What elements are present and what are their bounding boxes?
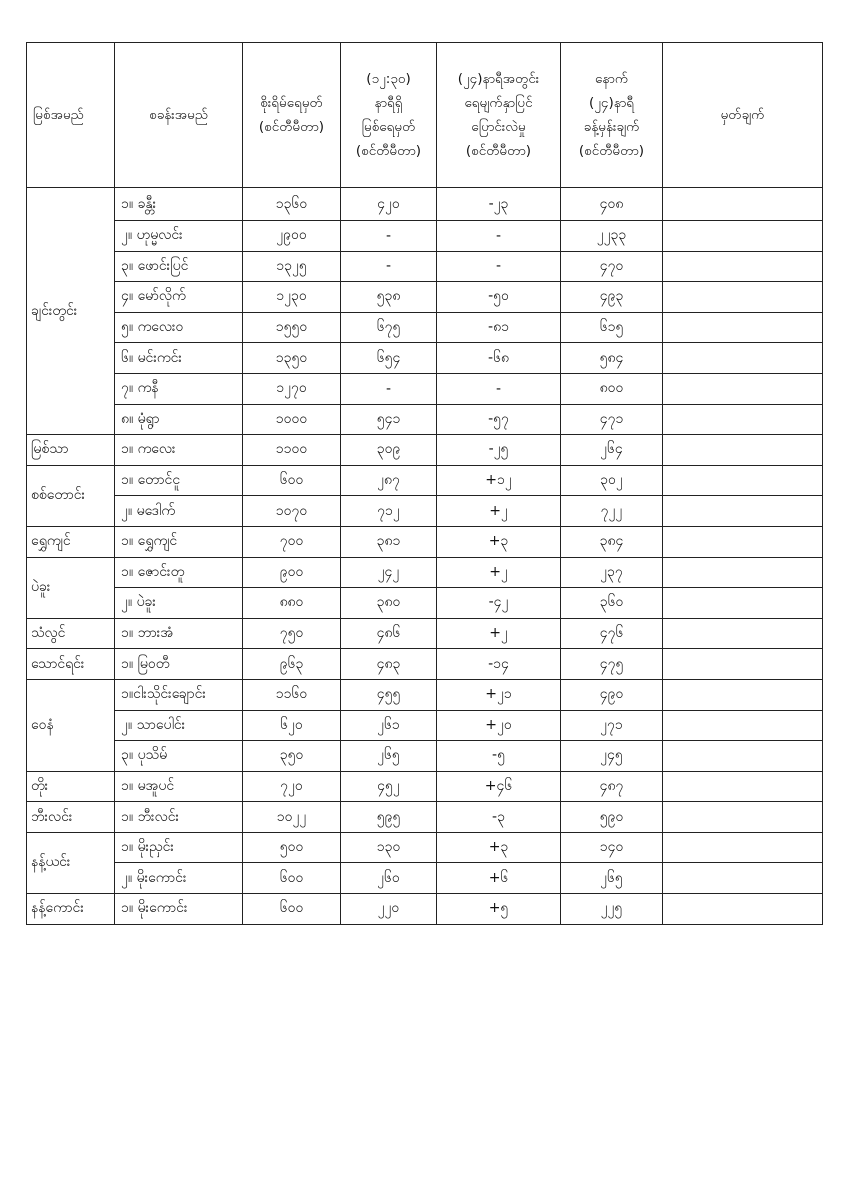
level-change-cell: -၂၅ [437, 435, 561, 466]
danger-level-cell: ၁၀၇၀ [243, 496, 341, 527]
header-river-name: မြစ်အမည် [27, 43, 115, 188]
level-change-cell: +၂၀ [437, 710, 561, 741]
danger-level-cell: ၉၆၃ [243, 649, 341, 680]
station-name-cell: ၁။ မအူပင် [115, 771, 243, 802]
forecast-cell: ၂၄၅ [561, 741, 663, 772]
current-level-cell: ၃၈၀ [341, 588, 437, 619]
header-forecast [561, 43, 663, 188]
level-change-cell: +၂၁ [437, 679, 561, 710]
current-level-cell: - [341, 221, 437, 252]
remarks-cell [663, 312, 823, 343]
level-change-cell: -၁၄ [437, 649, 561, 680]
remarks-cell [663, 251, 823, 282]
remarks-cell [663, 832, 823, 863]
table-row [27, 802, 823, 833]
station-name-cell: ၁။ ခန္တီး [115, 188, 243, 221]
danger-level-cell: ၁၅၅၀ [243, 312, 341, 343]
level-change-cell: +၂ [437, 496, 561, 527]
danger-level-cell: ၁၀၀၀ [243, 404, 341, 435]
forecast-cell: ၄၇၆ [561, 618, 663, 649]
remarks-cell [663, 496, 823, 527]
table-row [27, 894, 823, 925]
forecast-cell: ၅၉၀ [561, 802, 663, 833]
table-row [27, 526, 823, 557]
table-row [27, 771, 823, 802]
level-change-cell: +၅ [437, 894, 561, 925]
table-row [27, 465, 823, 496]
header-change-line: ရေမျက်နှာပြင် [464, 95, 533, 111]
current-level-cell: ၅၄၁ [341, 404, 437, 435]
remarks-cell [663, 894, 823, 925]
remarks-cell [663, 710, 823, 741]
remarks-cell [663, 557, 823, 588]
forecast-cell: ၂၆၄ [561, 435, 663, 466]
header-forecast-line: ခန့်မှန်းချက် [583, 119, 640, 135]
header-danger-line: (စင်တီမီတာ) [258, 119, 325, 135]
forecast-cell: ၂၆၅ [561, 863, 663, 894]
river-name-cell: သံလွင် [27, 618, 115, 649]
remarks-cell [663, 588, 823, 619]
remarks-cell [663, 465, 823, 496]
danger-level-cell: ၆၀၀ [243, 465, 341, 496]
level-change-cell: -၄၂ [437, 588, 561, 619]
forecast-cell: ၄၇၀ [561, 251, 663, 282]
station-name-cell: ၁။ ရွှေကျင် [115, 526, 243, 557]
danger-level-cell: ၈၈၀ [243, 588, 341, 619]
table-row [27, 618, 823, 649]
header-change-line: (စင်တီမီတာ) [465, 143, 532, 159]
table-row [27, 741, 823, 772]
level-change-cell: -၈၁ [437, 312, 561, 343]
current-level-cell: ၁၃၀ [341, 832, 437, 863]
remarks-cell [663, 802, 823, 833]
station-name-cell: ၁။ မြဝတီ [115, 649, 243, 680]
current-level-cell: ၄၈၃ [341, 649, 437, 680]
remarks-cell [663, 526, 823, 557]
header-change-line: (၂၄)နာရီအတွင်း [457, 71, 540, 87]
current-level-cell: ၃၀၉ [341, 435, 437, 466]
header-level-change [437, 43, 561, 188]
river-name-cell: ပဲခူး [27, 557, 115, 618]
river-name-cell: နန့်ကောင်း [27, 894, 115, 925]
danger-level-cell: ၁၃၂၅ [243, 251, 341, 282]
danger-level-cell: ၁၀၂၂ [243, 802, 341, 833]
station-name-cell: ၅။ ကလေးဝ [115, 312, 243, 343]
current-level-cell: ၄၅၅ [341, 679, 437, 710]
water-level-table-sheet [26, 42, 822, 925]
header-row [27, 43, 823, 188]
table-row [27, 373, 823, 404]
table-row [27, 435, 823, 466]
remarks-cell [663, 188, 823, 221]
station-name-cell: ၂။ မိုးကောင်း [115, 863, 243, 894]
level-change-cell: -၅၇ [437, 404, 561, 435]
station-name-cell: ၁။ တောင်ငူ [115, 465, 243, 496]
level-change-cell: -၆၈ [437, 343, 561, 374]
forecast-cell: ၄၇၁ [561, 404, 663, 435]
header-danger-level [243, 43, 341, 188]
danger-level-cell: ၇၅၀ [243, 618, 341, 649]
danger-level-cell: ၁၃၅၀ [243, 343, 341, 374]
header-current-level [341, 43, 437, 188]
table-row [27, 832, 823, 863]
danger-level-cell: ၆၀၀ [243, 894, 341, 925]
table-row [27, 496, 823, 527]
danger-level-cell: ၁၂၃၀ [243, 282, 341, 313]
remarks-cell [663, 771, 823, 802]
level-change-cell: -၅၀ [437, 282, 561, 313]
river-name-cell: နန့်ယင်း [27, 832, 115, 893]
current-level-cell: ၄၅၂ [341, 771, 437, 802]
river-name-cell: သောင်ရင်း [27, 649, 115, 680]
river-name-cell: စစ်တောင်း [27, 465, 115, 526]
header-remarks: မှတ်ချက် [663, 43, 823, 188]
forecast-cell: ၈၀၀ [561, 373, 663, 404]
forecast-cell: ၄၉၃ [561, 282, 663, 313]
station-name-cell: ၃။ ပုသိမ် [115, 741, 243, 772]
header-change-line: ပြောင်းလဲမှု [471, 119, 526, 135]
forecast-cell: ၂၇၁ [561, 710, 663, 741]
remarks-cell [663, 741, 823, 772]
station-name-cell: ၁။ ဘားအံ [115, 618, 243, 649]
table-row [27, 557, 823, 588]
station-name-cell: ၂။ ပဲခူး [115, 588, 243, 619]
level-change-cell: - [437, 373, 561, 404]
station-name-cell: ၃။ ဖောင်းပြင် [115, 251, 243, 282]
danger-level-cell: ၃၅၀ [243, 741, 341, 772]
forecast-cell: ၃၀၂ [561, 465, 663, 496]
station-name-cell: ၁။ ဇောင်းတူ [115, 557, 243, 588]
station-name-cell: ၂။ ဟုမ္မလင်း [115, 221, 243, 252]
river-name-cell: ရွှေကျင် [27, 526, 115, 557]
header-forecast-line: နောက် [594, 71, 629, 87]
current-level-cell: ၅၃၈ [341, 282, 437, 313]
table-row [27, 251, 823, 282]
header-current-line: မြစ်ရေမှတ် [361, 119, 416, 135]
danger-level-cell: ၉၀၀ [243, 557, 341, 588]
level-change-cell: +၆ [437, 863, 561, 894]
table-row [27, 710, 823, 741]
header-current-line: (စင်တီမီတာ) [355, 143, 422, 159]
danger-level-cell: ၁၂၇၀ [243, 373, 341, 404]
forecast-cell: ၄၉၀ [561, 679, 663, 710]
table-body [27, 188, 823, 925]
danger-level-cell: ၆၂၀ [243, 710, 341, 741]
river-name-cell: ဝေနံ [27, 679, 115, 771]
station-name-cell: ၁။ငါးသိုင်းချောင်း [115, 679, 243, 710]
current-level-cell: ၂၆၅ [341, 741, 437, 772]
current-level-cell: ၃၈၁ [341, 526, 437, 557]
remarks-cell [663, 373, 823, 404]
river-name-cell: ဘီးလင်း [27, 802, 115, 833]
current-level-cell: - [341, 373, 437, 404]
forecast-cell: ၇၂၂ [561, 496, 663, 527]
table-row [27, 188, 823, 221]
level-change-cell: - [437, 221, 561, 252]
level-change-cell: - [437, 251, 561, 282]
header-station-name: စခန်းအမည် [115, 43, 243, 188]
station-name-cell: ၇။ ကနီ [115, 373, 243, 404]
station-name-cell: ၂။ သာပေါင်း [115, 710, 243, 741]
remarks-cell [663, 863, 823, 894]
table-row [27, 221, 823, 252]
table-row [27, 588, 823, 619]
danger-level-cell: ၅၀၀ [243, 832, 341, 863]
station-name-cell: ၆။ မင်းကင်း [115, 343, 243, 374]
station-name-cell: ၈။ မုံရွာ [115, 404, 243, 435]
current-level-cell: ၂၄၂ [341, 557, 437, 588]
level-change-cell: +၁၂ [437, 465, 561, 496]
river-name-cell: တိုး [27, 771, 115, 802]
station-name-cell: ၁။ ဘီးလင်း [115, 802, 243, 833]
forecast-cell: ၄၇၅ [561, 649, 663, 680]
header-current-line: နာရီရှိ [374, 95, 403, 111]
danger-level-cell: ၇၀၀ [243, 526, 341, 557]
header-current-line: (၁၂:၃၀) [366, 71, 411, 87]
forecast-cell: ၁၄၀ [561, 832, 663, 863]
current-level-cell: ၇၁၂ [341, 496, 437, 527]
table-row [27, 863, 823, 894]
table-row [27, 312, 823, 343]
danger-level-cell: ၆၀၀ [243, 863, 341, 894]
current-level-cell: ၄၂၀ [341, 188, 437, 221]
table-row [27, 282, 823, 313]
water-level-table [26, 42, 823, 925]
level-change-cell: +၃ [437, 832, 561, 863]
forecast-cell: ၄၈၇ [561, 771, 663, 802]
header-danger-line: စိုးရိမ်ရေမှတ် [260, 95, 323, 111]
table-row [27, 343, 823, 374]
table-row [27, 649, 823, 680]
forecast-cell: ၅၈၄ [561, 343, 663, 374]
remarks-cell [663, 435, 823, 466]
current-level-cell: ၂၆၁ [341, 710, 437, 741]
current-level-cell: - [341, 251, 437, 282]
danger-level-cell: ၁၁၆၀ [243, 679, 341, 710]
station-name-cell: ၁။ ကလေး [115, 435, 243, 466]
level-change-cell: -၅ [437, 741, 561, 772]
table-row [27, 679, 823, 710]
level-change-cell: +၃ [437, 526, 561, 557]
forecast-cell: ၃၈၄ [561, 526, 663, 557]
remarks-cell [663, 679, 823, 710]
river-name-cell: မြစ်သာ [27, 435, 115, 466]
danger-level-cell: ၁၁၀၀ [243, 435, 341, 466]
remarks-cell [663, 618, 823, 649]
forecast-cell: ၂၂၅ [561, 894, 663, 925]
forecast-cell: ၄၀၈ [561, 188, 663, 221]
level-change-cell: +၂ [437, 557, 561, 588]
level-change-cell: -၂၃ [437, 188, 561, 221]
current-level-cell: ၅၉၅ [341, 802, 437, 833]
forecast-cell: ၂၂၃၃ [561, 221, 663, 252]
current-level-cell: ၂၈၇ [341, 465, 437, 496]
current-level-cell: ၆၅၄ [341, 343, 437, 374]
remarks-cell [663, 221, 823, 252]
current-level-cell: ၆၇၅ [341, 312, 437, 343]
level-change-cell: +၂ [437, 618, 561, 649]
station-name-cell: ၄။ မော်လိုက် [115, 282, 243, 313]
station-name-cell: ၂။ မဒေါက် [115, 496, 243, 527]
danger-level-cell: ၇၂၀ [243, 771, 341, 802]
station-name-cell: ၁။ မိုးညှင်း [115, 832, 243, 863]
danger-level-cell: ၂၉၀၀ [243, 221, 341, 252]
header-forecast-line: (စင်တီမီတာ) [578, 143, 645, 159]
station-name-cell: ၁။ မိုးကောင်း [115, 894, 243, 925]
table-row [27, 404, 823, 435]
forecast-cell: ၃၆၀ [561, 588, 663, 619]
remarks-cell [663, 282, 823, 313]
level-change-cell: +၄၆ [437, 771, 561, 802]
header-forecast-line: (၂၄)နာရီ [588, 95, 635, 111]
remarks-cell [663, 343, 823, 374]
current-level-cell: ၂၆၀ [341, 863, 437, 894]
danger-level-cell: ၁၃၆၀ [243, 188, 341, 221]
remarks-cell [663, 404, 823, 435]
forecast-cell: ၂၃၇ [561, 557, 663, 588]
current-level-cell: ၄၈၆ [341, 618, 437, 649]
table-header [27, 43, 823, 188]
river-name-cell: ချင်းတွင်း [27, 188, 115, 435]
remarks-cell [663, 649, 823, 680]
level-change-cell: -၃ [437, 802, 561, 833]
current-level-cell: ၂၂၀ [341, 894, 437, 925]
forecast-cell: ၆၁၅ [561, 312, 663, 343]
